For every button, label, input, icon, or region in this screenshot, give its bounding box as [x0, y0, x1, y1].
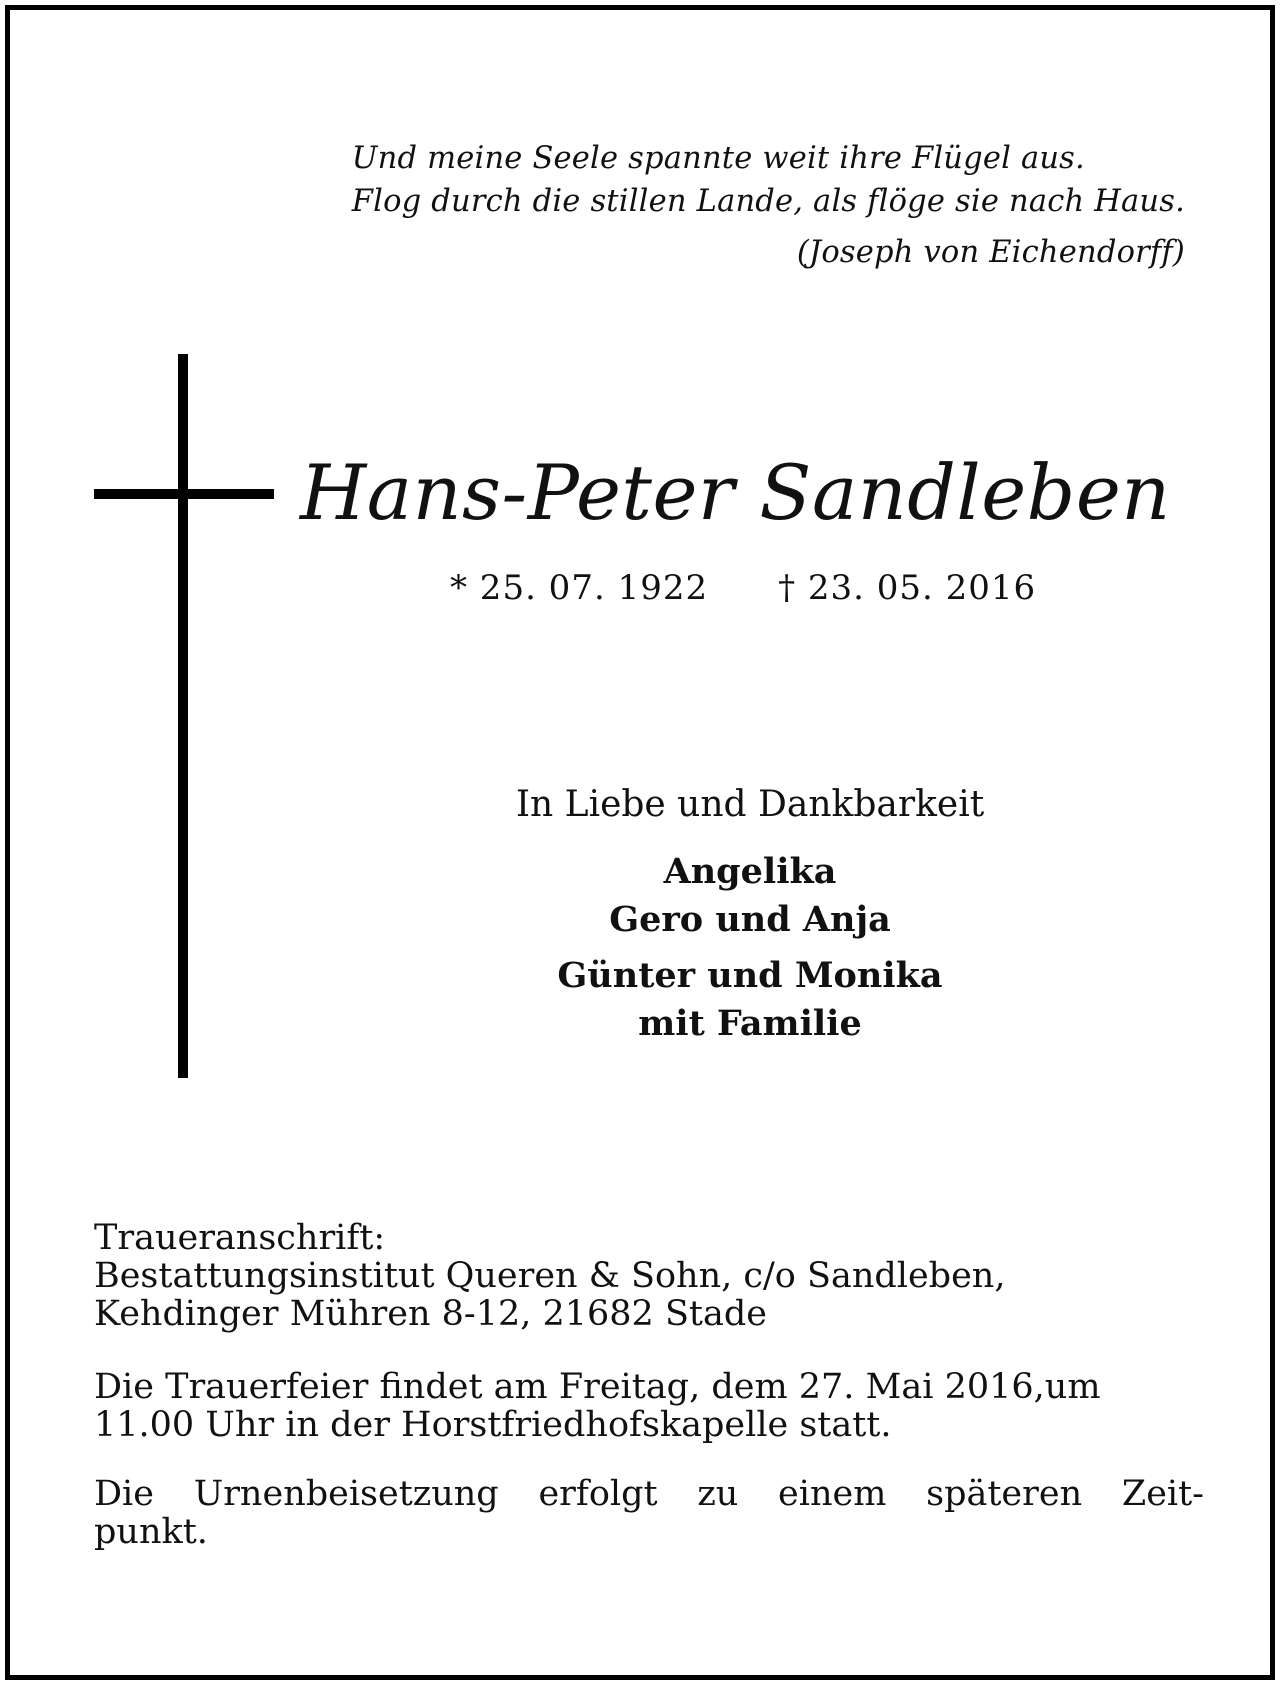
mourners-names	[370, 848, 1130, 1048]
deceased-name: Hans-Peter Sandleben	[300, 448, 1171, 537]
motto-quote	[352, 137, 1185, 274]
motto-author: (Joseph von Eichendorff)	[796, 235, 1185, 270]
life-dates	[450, 566, 1036, 610]
mourners-intro: In Liebe und Dankbarkeit	[515, 784, 985, 825]
obituary-frame	[5, 5, 1275, 1680]
motto-line-1: Und meine Seele spannte weit ihre Flügel aus.	[351, 141, 1085, 176]
birth-date: * 25. 07. 1922	[450, 568, 709, 608]
burial-notice	[94, 1475, 1204, 1551]
ceremony-notice	[94, 1368, 1204, 1444]
ceremony-line-1: Die Trauerfeier findet am Freitag, dem 27. Mai 2016,um	[94, 1367, 1101, 1407]
death-date: † 23. 05. 2016	[778, 568, 1037, 608]
mourner-name: Günter und Monika	[557, 955, 943, 996]
motto-line-2: Flog durch die stillen Lande, als flöge sie nach Haus.	[351, 184, 1185, 219]
address-line-2: Kehdinger Mühren 8-12, 21682 Stade	[94, 1294, 767, 1334]
cross-horizontal-bar	[94, 489, 274, 499]
mourning-address	[94, 1219, 1204, 1333]
address-line-1: Bestattungsinstitut Queren & Sohn, c/o Sandleben,	[94, 1256, 1006, 1296]
cross-vertical-bar	[178, 354, 188, 1078]
mourner-name: Angelika	[663, 851, 837, 892]
burial-line-2: punkt.	[94, 1512, 208, 1552]
mourner-name: Gero und Anja	[609, 899, 891, 940]
mourner-name: mit Familie	[638, 1003, 862, 1044]
burial-line-1: Die Urnenbeisetzung erfolgt zu einem späteren Zeit-	[94, 1474, 1204, 1514]
ceremony-line-2: 11.00 Uhr in der Horstfriedhofskapelle statt.	[94, 1405, 892, 1445]
address-label: Traueranschrift:	[94, 1218, 386, 1258]
